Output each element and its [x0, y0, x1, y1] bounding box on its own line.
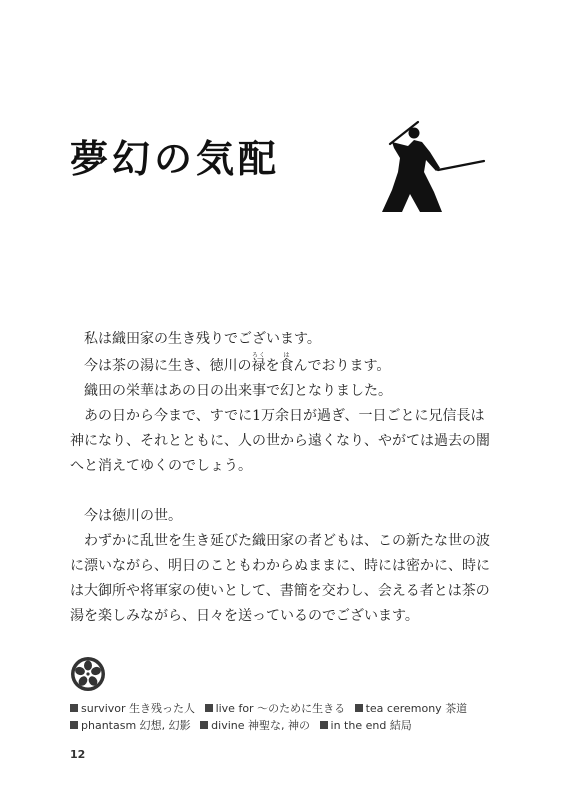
vocab-item: [320, 719, 412, 732]
vocab-ja: ～のために生きる: [257, 702, 346, 715]
family-crest-icon: [70, 656, 106, 692]
vocabulary-row: [70, 717, 510, 734]
square-bullet-icon: [70, 721, 78, 729]
page-number: 12: [70, 748, 86, 761]
vocab-item: [205, 702, 346, 715]
vocab-en: in the end: [330, 719, 387, 732]
ruby-word: [251, 352, 266, 374]
square-bullet-icon: [200, 721, 208, 729]
square-bullet-icon: [70, 704, 78, 712]
samurai-silhouette-icon: [380, 118, 490, 218]
paragraph-ruby: [70, 352, 495, 379]
vocab-item: [355, 702, 468, 715]
vocab-ja: 生き残った人: [129, 702, 196, 715]
body-text: [70, 327, 495, 629]
vocab-ja: 茶道: [445, 702, 468, 715]
vocab-item: [200, 719, 310, 732]
ruby-base: 食: [279, 358, 294, 374]
vocab-en: divine: [211, 719, 245, 732]
ruby-reading: は: [279, 352, 294, 359]
ruby-word: [279, 352, 294, 374]
ruby-reading: ろく: [251, 352, 266, 359]
paragraph-gap: [70, 479, 495, 504]
paragraph: 私は織田家の生き残りでございます。: [84, 331, 321, 347]
vocabulary-list: [70, 700, 510, 734]
vocab-ja: 神聖な, 神の: [248, 719, 311, 732]
vocab-en: live for: [215, 702, 254, 715]
vocab-ja: 結局: [389, 719, 412, 732]
square-bullet-icon: [355, 704, 363, 712]
vocab-item: [70, 719, 191, 732]
square-bullet-icon: [205, 704, 213, 712]
paragraph-text: んでおります。: [293, 358, 391, 374]
page-title: 夢幻の気配: [70, 137, 281, 181]
vocab-en: tea ceremony: [365, 702, 442, 715]
paragraph-text: 今は茶の湯に生き、徳川の: [84, 358, 252, 374]
vocabulary-row: [70, 700, 510, 717]
square-bullet-icon: [320, 721, 328, 729]
paragraph: わずかに乱世を生き延びた織田家の者どもは、この新たな世の波に漂いながら、明日のこともわからぬままに、時には密かに、時には大御所や将軍家の使いとして、書簡を交わし、会える者とは茶の湯を楽しみながら、日々を送っているのでございます。: [70, 533, 490, 624]
paragraph: あの日から今まで、すでに1万余日が過ぎ、一日ごとに兄信長は神になり、それとともに、人の世から遠くなり、やがては過去の闇へと消えてゆくのでしょう。: [70, 408, 490, 474]
paragraph: 今は徳川の世。: [84, 508, 182, 524]
ruby-base: 禄: [251, 358, 266, 374]
vocab-item: [70, 702, 195, 715]
vocab-en: phantasm: [81, 719, 137, 732]
vocab-ja: 幻想, 幻影: [139, 719, 191, 732]
vocab-en: survivor: [81, 702, 126, 715]
paragraph-text: を: [265, 358, 280, 374]
paragraph: 織田の栄華はあの日の出来事で幻となりました。: [84, 383, 392, 399]
